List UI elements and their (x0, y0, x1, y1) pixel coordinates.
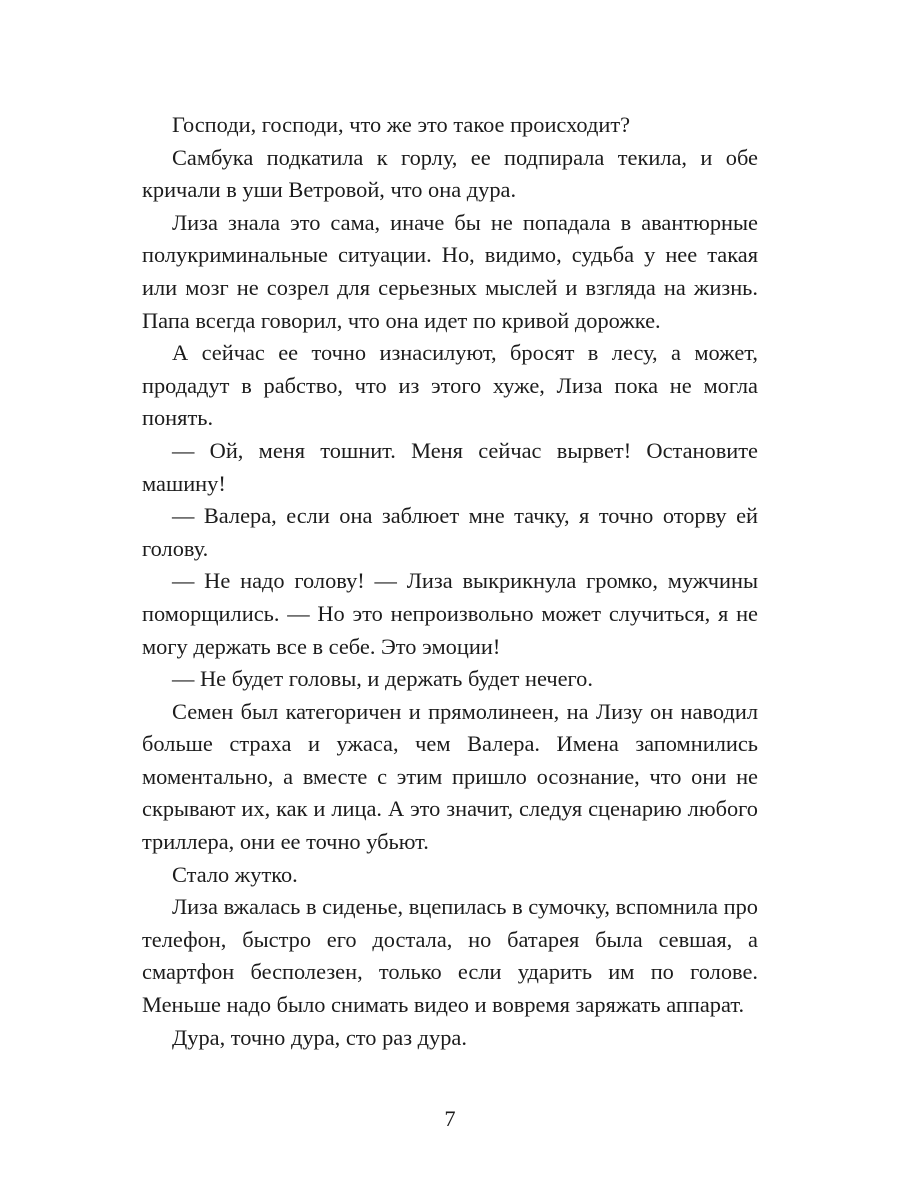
paragraph: Самбука подкатила к горлу, ее подпирала текила, и обе кричали в уши Ветровой, что она дура. (142, 144, 758, 203)
page-number: 7 (444, 1106, 456, 1131)
paragraph: Дура, точно дура, сто раз дура. (172, 1024, 467, 1050)
paragraph: — Не надо голову! — Лиза выкрикнула громко, мужчины поморщились. — Но это непроизвольно может случиться, я не могу держать все в себе. Это эмоции! (142, 568, 758, 659)
paragraph: — Ой, меня тошнит. Меня сейчас вырвет! Остановите машину! (142, 437, 758, 496)
paragraph: — Не будет головы, и держать будет нечего. (172, 666, 593, 692)
paragraph: Лиза знала это сама, иначе бы не попадала в авантюрные полукриминальные ситуации. Но, видимо, судьба у нее такая или мозг не созрел для серьезных мыслей и взгляда на жизнь. Папа всегда говорил, что она идет по кривой дорожке. (142, 209, 758, 333)
paragraph: — Валера, если она заблюет мне тачку, я точно оторву ей голову. (142, 503, 758, 561)
body-text (142, 109, 758, 1054)
paragraph: Стало жутко. (172, 861, 298, 887)
paragraph: А сейчас ее точно изнасилуют, бросят в лесу, а может, продадут в рабство, что из этого хуже, Лиза пока не могла понять. (142, 340, 758, 431)
paragraph: Семен был категоричен и прямолинеен, на Лизу он наводил больше страха и ужаса, чем Валера. Имена запомнились моментально, а вместе с этим пришло осознание, что они не скрывают их, как и лица. А это значит, следуя сценарию любого триллера, они ее точно убьют. (142, 698, 758, 855)
paragraph: Лиза вжалась в сиденье, вцепилась в сумочку, вспомнила про телефон, быстро его достала, но батарея была севшая, а смартфон бесполезен, только если ударить им по голове. Меньше надо было снимать видео и вовремя заряжать аппарат. (142, 894, 758, 1018)
paragraph: Господи, господи, что же это такое происходит? (172, 112, 631, 137)
